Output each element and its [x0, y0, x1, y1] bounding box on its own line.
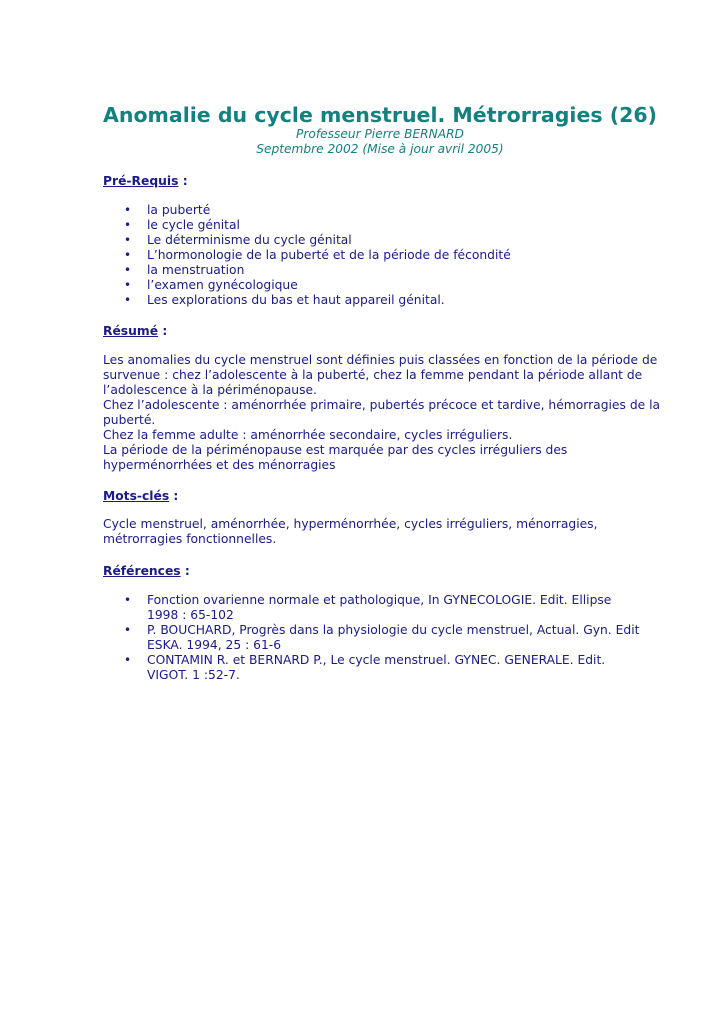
bullet-icon: • [124, 623, 132, 637]
bullet-icon: • [124, 233, 132, 247]
mots-cles-heading-colon: : [169, 489, 179, 503]
bullet-icon: • [124, 593, 132, 607]
list-item: • le cycle génital [124, 218, 240, 232]
mots-cles-heading-label: Mots-clés [103, 489, 170, 503]
document-author: Professeur Pierre BERNARD [296, 127, 464, 141]
resume-heading [103, 323, 167, 339]
mots-cles-text: Cycle menstruel, aménorrhée, hyperménorrhée, cycles irréguliers, ménorragies, métrorragies fonctionnelles. [103, 517, 598, 546]
list-item: • la puberté [124, 203, 211, 217]
bullet-icon: • [124, 263, 132, 277]
list-item: • CONTAMIN R. et BERNARD P., Le cycle menstruel. GYNEC. GENERALE. Edit. VIGOT. 1 :52-7. [124, 653, 606, 682]
mots-cles-heading [103, 488, 178, 504]
references-list [0, 593, 647, 683]
list-item: • L’hormonologie de la puberté et de la période de fécondité [124, 248, 511, 262]
resume-heading-colon: : [158, 324, 168, 338]
bullet-icon: • [124, 248, 132, 262]
list-item: • Le déterminisme du cycle génital [124, 233, 352, 247]
prerequis-heading-label: Pré-Requis [103, 174, 179, 188]
document-date: Septembre 2002 (Mise à jour avril 2005) [256, 142, 504, 156]
list-item: • la menstruation [124, 263, 245, 277]
document-title: Anomalie du cycle menstruel. Métrorragies (26) [103, 103, 657, 127]
references-heading-colon: : [180, 564, 190, 578]
list-item: • Fonction ovarienne normale et pathologique, In GYNECOLOGIE. Edit. Ellipse 1998 : 65-102 [124, 593, 612, 622]
list-item: • Les explorations du bas et haut appareil génital. [124, 293, 445, 307]
list-item: • P. BOUCHARD, Progrès dans la physiologie du cycle menstruel, Actual. Gyn. Edit ESKA. 1994, 25 : 61-6 [124, 623, 640, 652]
resume-heading-label: Résumé [103, 324, 159, 338]
resume-line: La période de la périménopause est marquée par des cycles irréguliers des hyperménorrhées et des ménorragies [103, 443, 568, 472]
bullet-icon: • [124, 203, 132, 217]
bullet-icon: • [124, 293, 132, 307]
bullet-icon: • [124, 653, 132, 667]
references-heading [103, 563, 190, 579]
resume-line: Chez l’adolescente : aménorrhée primaire, pubertés précoce et tardive, hémorragies de la puberté. [103, 398, 661, 427]
resume-line: Chez la femme adulte : aménorrhée secondaire, cycles irréguliers. [103, 428, 513, 442]
prerequis-heading [103, 173, 188, 189]
list-item: • l’examen gynécologique [124, 278, 298, 292]
prerequis-heading-colon: : [178, 174, 188, 188]
resume-text [103, 353, 663, 473]
bullet-icon: • [124, 218, 132, 232]
references-heading-label: Références [103, 564, 181, 578]
resume-line: Les anomalies du cycle menstruel sont définies puis classées en fonction de la période de survenue : chez l’adolescente à la puberté, chez la femme pendant la période allant de l’adolescence à la périménopause. [103, 353, 658, 397]
prerequis-list [0, 203, 647, 308]
bullet-icon: • [124, 278, 132, 292]
